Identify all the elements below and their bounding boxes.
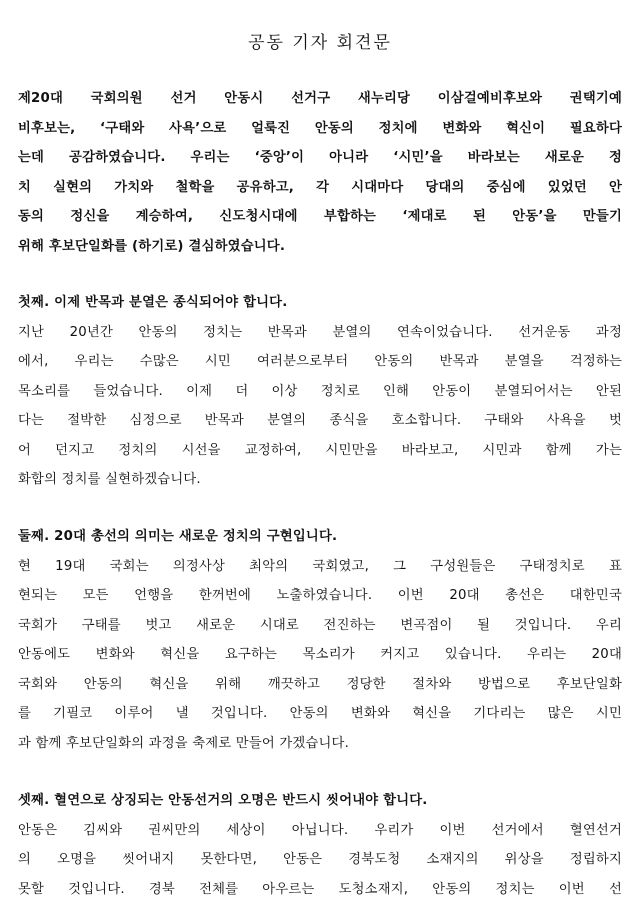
section-heading: 둘째. 20대 총선의 의미는 새로운 정치의 구현입니다. [18,529,338,544]
section-line: 안동은 김씨와 권씨만의 세상이 아닙니다. 우리가 이번 선거에서 혈연선거 [18,822,622,838]
section-third [18,786,622,904]
intro-line: 동의 정신을 계승하여, 신도청시대에 부합하는 ‘제대로 된 안동’을 만들기 [18,209,622,224]
section-line: 국회와 안동의 혁신을 위해 깨끗하고 정당한 절차와 방법으로 후보단일화 [18,676,622,692]
section-line: 목소리를 들었습니다. 이제 더 이상 정치로 인해 안동이 분열되어서는 안된 [18,383,622,399]
section-line: 국회가 구태를 벗고 새로운 시대로 전진하는 변곡점이 될 것입니다. 우리 [18,617,622,633]
section-heading: 셋째. 혈연으로 상징되는 안동선거의 오명은 반드시 씻어내야 합니다. [18,793,428,808]
section-second [18,522,622,758]
intro-line: 제20대 국회의원 선거 안동시 선거구 새누리당 이삼걸예비후보와 권택기예 [18,91,622,106]
intro-line: 치 실현의 가치와 철학을 공유하고, 각 시대마다 당대의 중심에 있었던 안 [18,179,622,195]
section-line: 현 19대 국회는 의정사상 최악의 국회였고, 그 구성원들은 구태정치로 표 [18,558,622,574]
section-line: 화합의 정치를 실현하겠습니다. [18,472,201,487]
section-line: 를 기필코 이루어 낼 것입니다. 안동의 변화와 혁신을 기다리는 많은 시민 [18,706,622,721]
section-line: 현되는 모든 언행을 한꺼번에 노출하였습니다. 이번 20대 총선은 대한민국 [18,588,622,603]
section-line: 안동에도 변화와 혁신을 요구하는 목소리가 커지고 있습니다. 우리는 20대 [18,647,622,662]
document-title: 공동 기자 회견문 [248,33,392,53]
section-line: 지난 20년간 안동의 정치는 반목과 분열의 연속이었습니다. 선거운동 과정 [18,324,622,340]
section-line: 의 오명을 씻어내지 못한다면, 안동은 경북도청 소재지의 위상을 정립하지 [18,852,622,867]
intro-line: 위해 후보단일화를 (하기로) 결심하였습니다. [18,238,286,254]
section-line: 어 던지고 정치의 시선을 교정하여, 시민만을 바라보고, 시민과 함께 가는 [18,442,622,458]
section-line: 과 함께 후보단일화의 과정을 축제로 만들어 가겠습니다. [18,735,350,751]
section-first [18,288,622,495]
intro-line: 비후보는, ‘구태와 사욕’으로 얼룩진 안동의 정치에 변화와 혁신이 필요하다 [18,120,622,136]
section-heading: 첫째. 이제 반목과 분열은 종식되어야 합니다. [18,295,288,310]
section-line: 다는 절박한 심정으로 반목과 분열의 종식을 호소합니다. 구태와 사욕을 벗 [18,413,622,428]
section-line: 못할 것입니다. 경북 전체를 아우르는 도청소재지, 안동의 정치는 이번 선 [18,881,622,897]
intro-line: 는데 공감하였습니다. 우리는 ‘중앙’이 아니라 ‘시민’을 바라보는 새로운 정 [18,150,622,165]
section-line: 에서, 우리는 수많은 시민 여러분으로부터 안동의 반목과 분열을 걱정하는 [18,354,622,369]
intro-paragraph [18,84,622,261]
